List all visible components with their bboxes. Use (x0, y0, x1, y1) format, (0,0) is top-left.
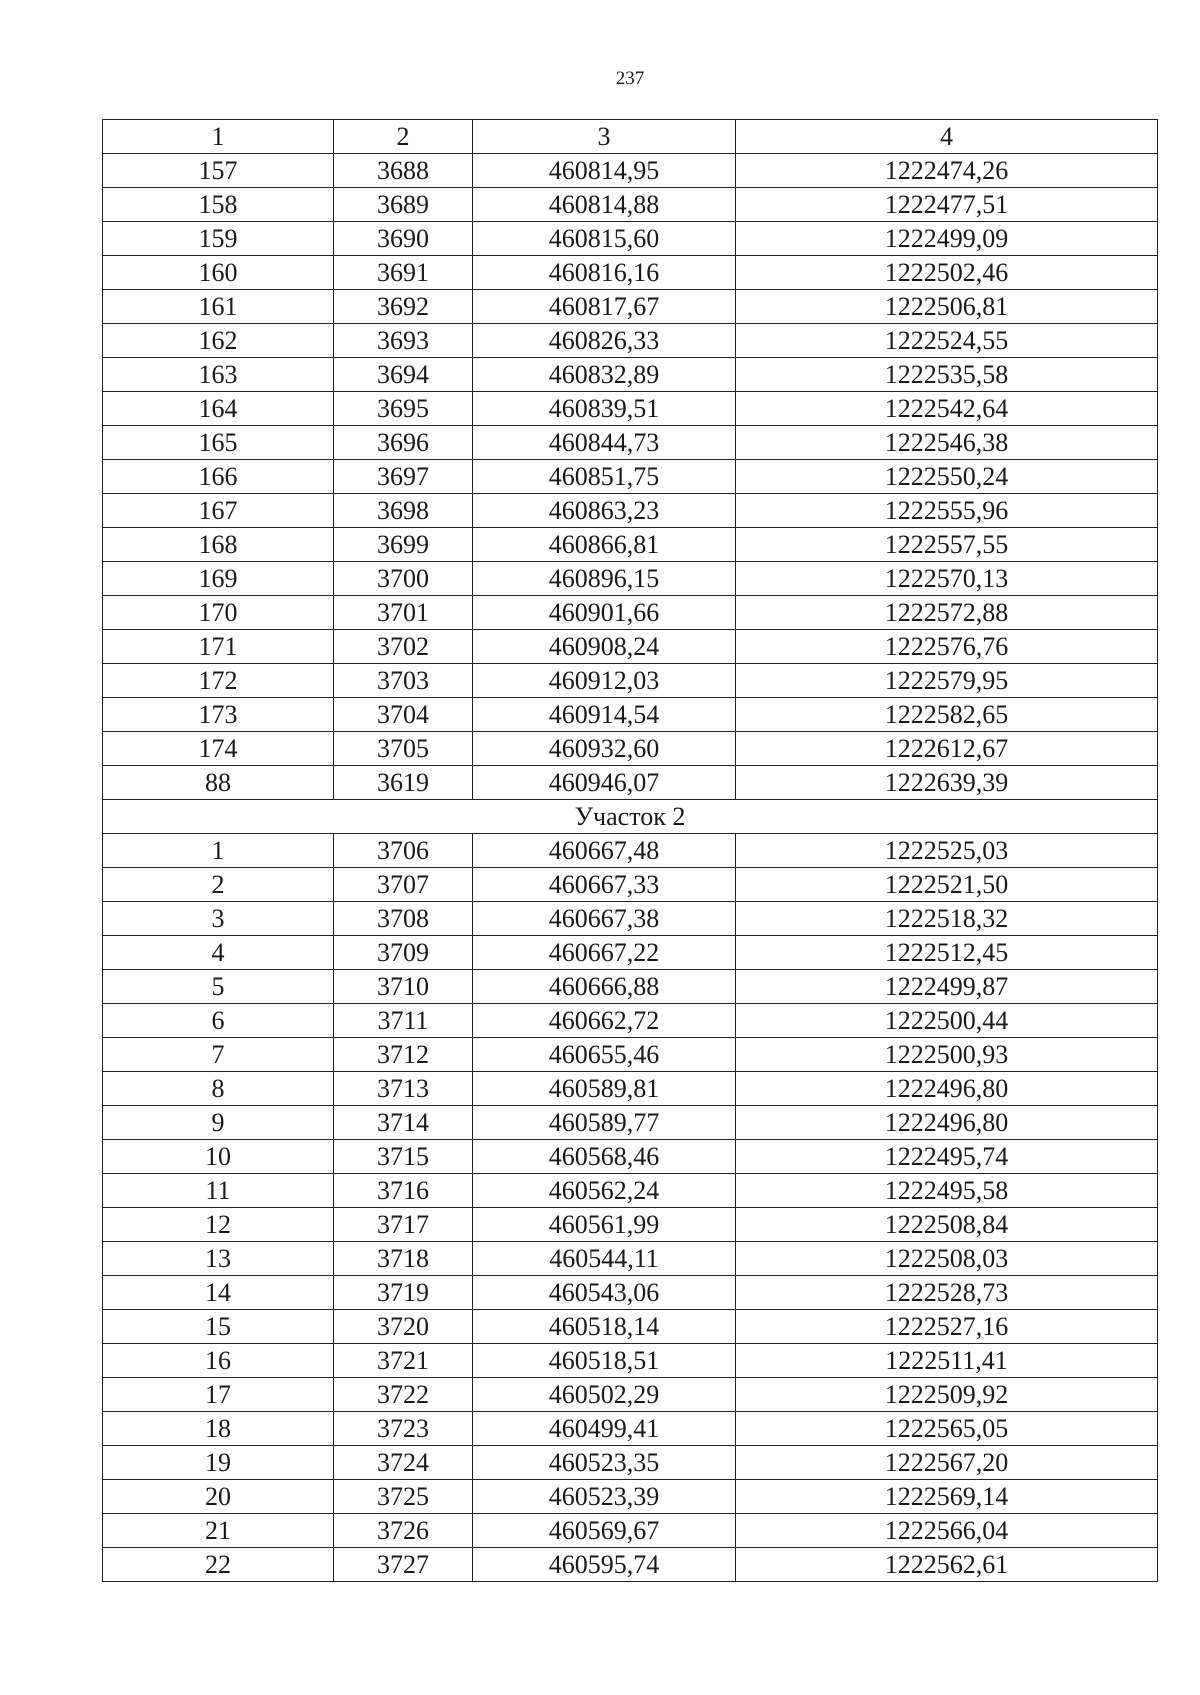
table-cell: 10 (103, 1140, 334, 1174)
table-cell: 5 (103, 970, 334, 1004)
table-cell: 3718 (334, 1242, 473, 1276)
table-cell: 460908,24 (473, 630, 736, 664)
table-cell: 169 (103, 562, 334, 596)
table-cell: 460662,72 (473, 1004, 736, 1038)
table-row (103, 1072, 1158, 1106)
table-cell: 1222474,26 (736, 154, 1158, 188)
column-header: 1 (103, 120, 334, 154)
table-cell: 460589,77 (473, 1106, 736, 1140)
table-row (103, 1106, 1158, 1140)
table-row (103, 290, 1158, 324)
table-row (103, 1344, 1158, 1378)
table-cell: 3691 (334, 256, 473, 290)
table-cell: 1222535,58 (736, 358, 1158, 392)
table-cell: 3692 (334, 290, 473, 324)
table-cell: 460816,16 (473, 256, 736, 290)
table-cell: 460844,73 (473, 426, 736, 460)
table-cell: 1222570,13 (736, 562, 1158, 596)
column-header: 2 (334, 120, 473, 154)
table-cell: 1222499,87 (736, 970, 1158, 1004)
table-cell: 11 (103, 1174, 334, 1208)
table-cell: 460826,33 (473, 324, 736, 358)
table-cell: 3723 (334, 1412, 473, 1446)
table-cell: 6 (103, 1004, 334, 1038)
table-cell: 460901,66 (473, 596, 736, 630)
table-cell: 3701 (334, 596, 473, 630)
table-cell: 460499,41 (473, 1412, 736, 1446)
table-cell: 88 (103, 766, 334, 800)
table-cell: 460814,95 (473, 154, 736, 188)
table-row (103, 970, 1158, 1004)
table-cell: 15 (103, 1310, 334, 1344)
table-cell: 14 (103, 1276, 334, 1310)
table-cell: 460896,15 (473, 562, 736, 596)
table-row (103, 154, 1158, 188)
table-row (103, 358, 1158, 392)
table-cell: 164 (103, 392, 334, 426)
table-cell: 1222499,09 (736, 222, 1158, 256)
table-cell: 13 (103, 1242, 334, 1276)
table-row (103, 902, 1158, 936)
table-cell: 170 (103, 596, 334, 630)
coordinates-table (102, 119, 1158, 1582)
table-header-row (103, 120, 1158, 154)
table-cell: 460568,46 (473, 1140, 736, 1174)
table-cell: 1222495,58 (736, 1174, 1158, 1208)
table-cell: 1222557,55 (736, 528, 1158, 562)
table-cell: 162 (103, 324, 334, 358)
table-cell: 460523,35 (473, 1446, 736, 1480)
table-cell: 3710 (334, 970, 473, 1004)
table-cell: 161 (103, 290, 334, 324)
table-cell: 7 (103, 1038, 334, 1072)
table-cell: 460814,88 (473, 188, 736, 222)
page-number: 237 (615, 68, 645, 89)
table-cell: 19 (103, 1446, 334, 1480)
table-row (103, 1140, 1158, 1174)
table-cell: 160 (103, 256, 334, 290)
table-cell: 1222639,39 (736, 766, 1158, 800)
table-row (103, 834, 1158, 868)
table-cell: 3721 (334, 1344, 473, 1378)
table-row (103, 1004, 1158, 1038)
table-cell: 163 (103, 358, 334, 392)
table-cell: 3726 (334, 1514, 473, 1548)
table-row (103, 630, 1158, 664)
table-cell: 1222565,05 (736, 1412, 1158, 1446)
table-cell: 3717 (334, 1208, 473, 1242)
table-cell: 165 (103, 426, 334, 460)
table-cell: 460667,38 (473, 902, 736, 936)
table-cell: 3699 (334, 528, 473, 562)
table-cell: 1222511,41 (736, 1344, 1158, 1378)
table-cell: 1222500,44 (736, 1004, 1158, 1038)
table-cell: 158 (103, 188, 334, 222)
table-cell: 460851,75 (473, 460, 736, 494)
table-cell: 460569,67 (473, 1514, 736, 1548)
table-cell: 1222525,03 (736, 834, 1158, 868)
table-cell: 1222509,92 (736, 1378, 1158, 1412)
table-cell: 17 (103, 1378, 334, 1412)
table-cell: 3700 (334, 562, 473, 596)
column-header: 3 (473, 120, 736, 154)
table-cell: 460832,89 (473, 358, 736, 392)
table-row (103, 698, 1158, 732)
table-row (103, 1038, 1158, 1072)
table-cell: 460863,23 (473, 494, 736, 528)
table-cell: 3724 (334, 1446, 473, 1480)
table-row (103, 1446, 1158, 1480)
table-cell: 3713 (334, 1072, 473, 1106)
table-cell: 1222579,95 (736, 664, 1158, 698)
table-row (103, 528, 1158, 562)
table-cell: 1222512,45 (736, 936, 1158, 970)
table-row (103, 426, 1158, 460)
table-cell: 3688 (334, 154, 473, 188)
table-cell: 16 (103, 1344, 334, 1378)
table-row (103, 1378, 1158, 1412)
table-cell: 460914,54 (473, 698, 736, 732)
table-cell: 460543,06 (473, 1276, 736, 1310)
table-cell: 3720 (334, 1310, 473, 1344)
table-cell: 3703 (334, 664, 473, 698)
table-cell: 460523,39 (473, 1480, 736, 1514)
table-cell: 168 (103, 528, 334, 562)
table-cell: 3706 (334, 834, 473, 868)
table-cell: 3708 (334, 902, 473, 936)
table-cell: 1222495,74 (736, 1140, 1158, 1174)
table-cell: 460544,11 (473, 1242, 736, 1276)
table-row (103, 494, 1158, 528)
table-row (103, 1310, 1158, 1344)
table-row (103, 1548, 1158, 1582)
table-cell: 1222508,03 (736, 1242, 1158, 1276)
table-cell: 1222502,46 (736, 256, 1158, 290)
table-cell: 1222555,96 (736, 494, 1158, 528)
table-cell: 3707 (334, 868, 473, 902)
table-cell: 1222496,80 (736, 1072, 1158, 1106)
table-cell: 460502,29 (473, 1378, 736, 1412)
table-cell: 21 (103, 1514, 334, 1548)
table-cell: 1222562,61 (736, 1548, 1158, 1582)
table-cell: 3716 (334, 1174, 473, 1208)
table-row (103, 392, 1158, 426)
table-row (103, 1480, 1158, 1514)
table-cell: 1222566,04 (736, 1514, 1158, 1548)
table-cell: 1222496,80 (736, 1106, 1158, 1140)
table-cell: 460912,03 (473, 664, 736, 698)
table-cell: 22 (103, 1548, 334, 1582)
table-cell: 1222518,32 (736, 902, 1158, 936)
table-row (103, 256, 1158, 290)
table-cell: 3698 (334, 494, 473, 528)
table-cell: 1222542,64 (736, 392, 1158, 426)
table-cell: 1222528,73 (736, 1276, 1158, 1310)
table-row (103, 1412, 1158, 1446)
table-cell: 166 (103, 460, 334, 494)
table-row (103, 1208, 1158, 1242)
column-header: 4 (736, 120, 1158, 154)
table-cell: 460561,99 (473, 1208, 736, 1242)
table-cell: 1222506,81 (736, 290, 1158, 324)
table-cell: 3725 (334, 1480, 473, 1514)
table-cell: 1222612,67 (736, 732, 1158, 766)
table-cell: 460866,81 (473, 528, 736, 562)
table-cell: 3705 (334, 732, 473, 766)
table-cell: 460655,46 (473, 1038, 736, 1072)
table-cell: 171 (103, 630, 334, 664)
table-row (103, 1514, 1158, 1548)
table-cell: 2 (103, 868, 334, 902)
table-row (103, 1242, 1158, 1276)
table-cell: 460932,60 (473, 732, 736, 766)
table-cell: 460946,07 (473, 766, 736, 800)
section-row (103, 800, 1158, 834)
table-row (103, 222, 1158, 256)
table-cell: 159 (103, 222, 334, 256)
table-cell: 1222582,65 (736, 698, 1158, 732)
table-cell: 1222569,14 (736, 1480, 1158, 1514)
table-cell: 460518,14 (473, 1310, 736, 1344)
table-cell: 460817,67 (473, 290, 736, 324)
table-cell: 3722 (334, 1378, 473, 1412)
table-cell: 1222576,76 (736, 630, 1158, 664)
table-cell: 460595,74 (473, 1548, 736, 1582)
table-cell: 460666,88 (473, 970, 736, 1004)
table-row (103, 460, 1158, 494)
table-cell: 460667,22 (473, 936, 736, 970)
table-cell: 3704 (334, 698, 473, 732)
table-cell: 9 (103, 1106, 334, 1140)
table-cell: 1222477,51 (736, 188, 1158, 222)
table-row (103, 732, 1158, 766)
table-cell: 3689 (334, 188, 473, 222)
table-cell: 460589,81 (473, 1072, 736, 1106)
table-cell: 3709 (334, 936, 473, 970)
table-row (103, 868, 1158, 902)
table-cell: 460667,33 (473, 868, 736, 902)
table-row (103, 1174, 1158, 1208)
table-cell: 1 (103, 834, 334, 868)
table-row (103, 1276, 1158, 1310)
table-cell: 1222527,16 (736, 1310, 1158, 1344)
table-cell: 1222508,84 (736, 1208, 1158, 1242)
table-cell: 3711 (334, 1004, 473, 1038)
table-cell: 3702 (334, 630, 473, 664)
table-row (103, 766, 1158, 800)
table-cell: 3693 (334, 324, 473, 358)
table-cell: 18 (103, 1412, 334, 1446)
table-cell: 1222524,55 (736, 324, 1158, 358)
table-cell: 460518,51 (473, 1344, 736, 1378)
table-cell: 3696 (334, 426, 473, 460)
table-cell: 460562,24 (473, 1174, 736, 1208)
table-cell: 3697 (334, 460, 473, 494)
table-cell: 4 (103, 936, 334, 970)
table-cell: 1222546,38 (736, 426, 1158, 460)
table-cell: 3719 (334, 1276, 473, 1310)
table-cell: 167 (103, 494, 334, 528)
table-row (103, 562, 1158, 596)
table-cell: 460839,51 (473, 392, 736, 426)
table-cell: 3690 (334, 222, 473, 256)
table-cell: 20 (103, 1480, 334, 1514)
table-cell: 1222521,50 (736, 868, 1158, 902)
table-cell: 3695 (334, 392, 473, 426)
table-cell: 3694 (334, 358, 473, 392)
table-cell: 12 (103, 1208, 334, 1242)
table-cell: 3 (103, 902, 334, 936)
table-row (103, 324, 1158, 358)
table-row (103, 188, 1158, 222)
table-cell: 157 (103, 154, 334, 188)
table-row (103, 596, 1158, 630)
table-cell: 460815,60 (473, 222, 736, 256)
table-row (103, 664, 1158, 698)
table-cell: 1222550,24 (736, 460, 1158, 494)
table-cell: 174 (103, 732, 334, 766)
table-cell: 8 (103, 1072, 334, 1106)
table-row (103, 936, 1158, 970)
table-cell: 3712 (334, 1038, 473, 1072)
table-cell: 3715 (334, 1140, 473, 1174)
table-cell: 1222567,20 (736, 1446, 1158, 1480)
table-cell: 460667,48 (473, 834, 736, 868)
table-cell: 3619 (334, 766, 473, 800)
table-cell: 1222500,93 (736, 1038, 1158, 1072)
table-cell: 172 (103, 664, 334, 698)
table-cell: 3714 (334, 1106, 473, 1140)
table-cell: 173 (103, 698, 334, 732)
section-title: Участок 2 (103, 800, 1158, 834)
table-cell: 3727 (334, 1548, 473, 1582)
coordinates-table-body (103, 120, 1158, 1582)
table-cell: 1222572,88 (736, 596, 1158, 630)
